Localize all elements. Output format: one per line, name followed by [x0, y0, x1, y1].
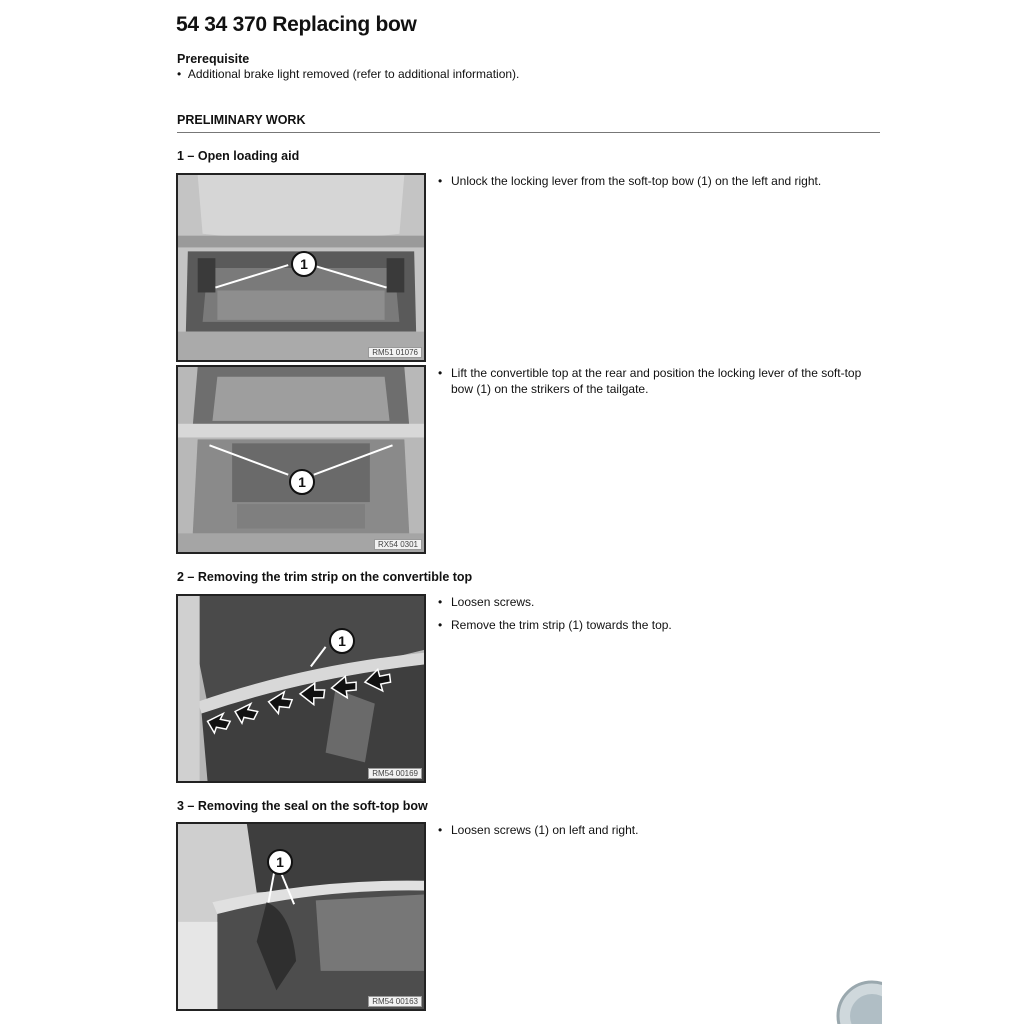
- step-1-heading: 1 – Open loading aid: [177, 149, 300, 163]
- prerequisite-item: [177, 67, 519, 81]
- instruction-2b: [438, 617, 878, 633]
- figure-rm54-00163: [176, 822, 426, 1011]
- figure-code: RM54 00169: [368, 768, 422, 779]
- section-divider: [177, 132, 880, 133]
- preliminary-work-heading: PRELIMINARY WORK: [177, 113, 306, 127]
- callout-1: 1: [291, 251, 317, 277]
- instruction-text: Remove the trim strip (1) towards the top.: [451, 618, 672, 632]
- figure-rm54-00169: [176, 594, 426, 783]
- prerequisite-heading: Prerequisite: [177, 52, 250, 66]
- bullet: •: [438, 174, 443, 188]
- prerequisite-text: Additional brake light removed (refer to additional information).: [187, 67, 520, 81]
- raised-top-photo-image: [178, 367, 424, 552]
- instruction-text: Loosen screws.: [451, 595, 535, 609]
- instruction-1a: [438, 173, 878, 189]
- instruction-2a: [438, 594, 878, 610]
- figure-code: RX54 0301: [374, 539, 422, 550]
- instruction-text: Unlock the locking lever from the soft-top bow (1) on the left and right.: [451, 174, 822, 188]
- instruction-text: Loosen screws (1) on left and right.: [451, 823, 639, 837]
- instruction-text: Lift the convertible top at the rear and position the locking lever of the soft-top bow (1) on the strikers of the tailgate.: [451, 366, 862, 396]
- callout-1: 1: [289, 469, 315, 495]
- instruction-1b: [438, 365, 878, 397]
- figure-code: RM54 00163: [368, 996, 422, 1007]
- bullet: •: [438, 595, 443, 609]
- bullet: •: [438, 366, 443, 380]
- step-3-heading: 3 – Removing the seal on the soft-top bow: [177, 799, 428, 813]
- figure-rx54-0301: [176, 365, 426, 554]
- seal-photo-image: [178, 824, 424, 1009]
- figure-rm51-01076: [176, 173, 426, 362]
- step-2-heading: 2 – Removing the trim strip on the convertible top: [177, 570, 473, 584]
- trim-strip-photo-image: [178, 596, 424, 781]
- callout-1: 1: [329, 628, 355, 654]
- bullet: •: [438, 618, 443, 632]
- callout-1: 1: [267, 849, 293, 875]
- bullet: •: [438, 823, 443, 837]
- instruction-3a: [438, 822, 878, 838]
- figure-code: RM51 01076: [368, 347, 422, 358]
- watermark-logo: [832, 976, 882, 1024]
- page-title: 54 34 370 Replacing bow: [176, 13, 417, 36]
- bullet: •: [177, 67, 182, 81]
